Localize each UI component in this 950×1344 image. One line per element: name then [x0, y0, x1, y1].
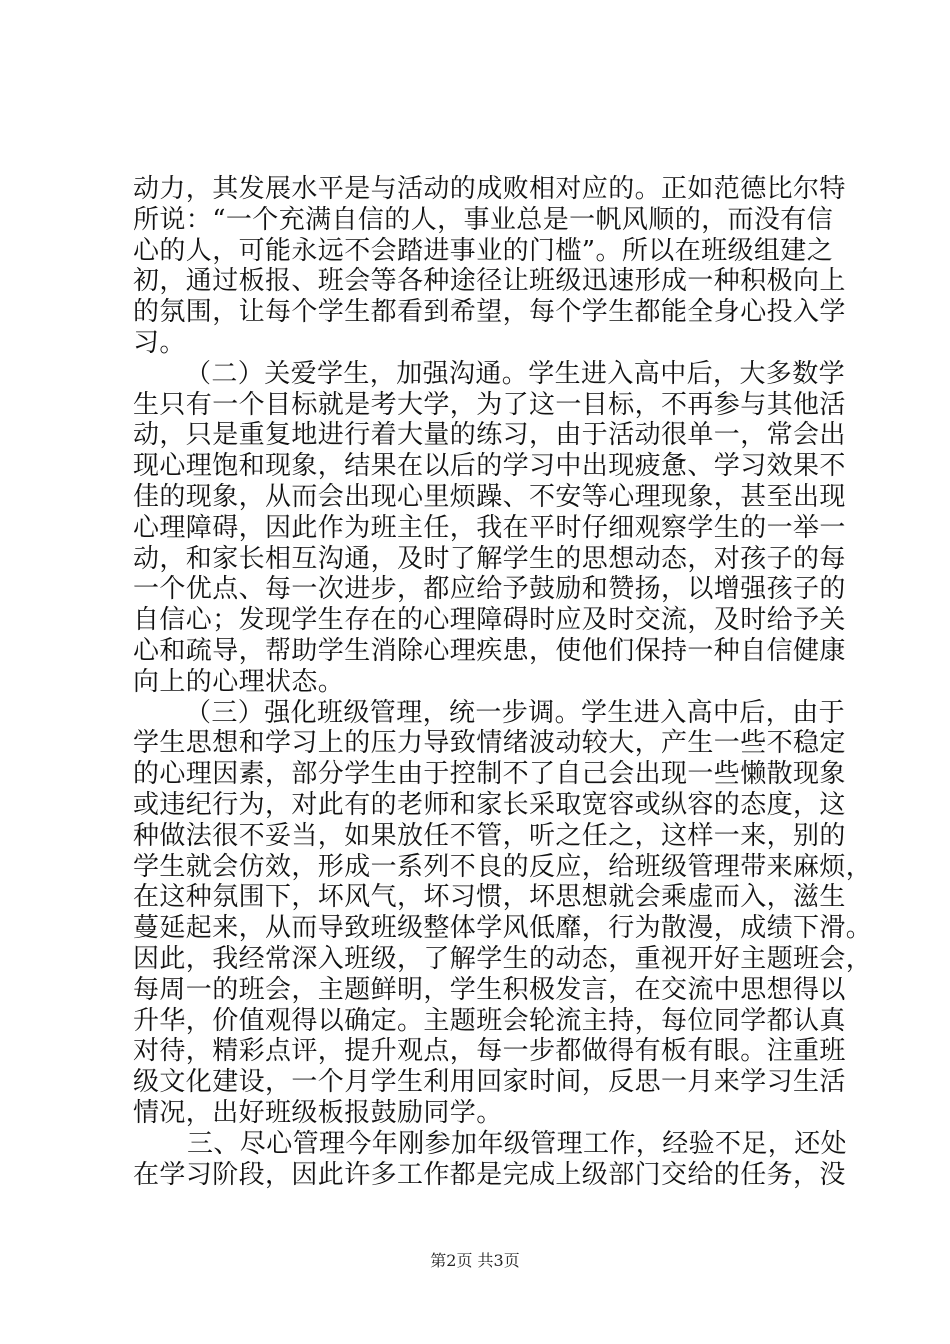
page-number-footer: 第2页 共3页 — [430, 1251, 520, 1270]
text-line: 级文化建设，一个月学生利用回家时间，反思一月来学习生活 — [133, 1067, 846, 1098]
text-line: 动力，其发展水平是与活动的成败相对应的。正如范德比尔特 — [133, 174, 846, 204]
paragraph-heading-2: （二）关爱学生，加强沟通。学生进入高中后，大多数学 — [185, 358, 846, 389]
text-line: 或违纪行为，对此有的老师和家长采取宽容或纵容的态度，这 — [133, 789, 846, 820]
text-line: 初，通过板报、班会等各种途径让班级迅速形成一种积极向上 — [133, 266, 846, 297]
text-line: 习。 — [133, 327, 186, 358]
text-line: 心理障碍，因此作为班主任，我在平时仔细观察学生的一举一 — [133, 512, 846, 543]
text-line: 蔓延起来，从而导致班级整体学风低靡，行为散漫，成绩下滑。 — [133, 913, 873, 944]
text-line: 的氛围，让每个学生都看到希望，每个学生都能全身心投入学 — [133, 297, 846, 328]
text-line: 因此，我经常深入班级，了解学生的动态，重视开好主题班会， — [133, 943, 873, 974]
text-line: 心的人，可能永远不会踏进事业的门槛”。所以在班级组建之 — [133, 235, 834, 266]
text-line: 情况，出好班级板报鼓励同学。 — [133, 1097, 503, 1128]
text-line: 种做法很不妥当，如果放任不管，听之任之，这样一来，别的 — [133, 820, 846, 851]
text-line: 自信心；发现学生存在的心理障碍时应及时交流，及时给予关 — [133, 605, 846, 636]
text-line: 每周一的班会，主题鲜明，学生积极发言，在交流中思想得以 — [133, 974, 846, 1005]
text-line: 一个优点、每一次进步，都应给予鼓励和赞扬，以增强孩子的 — [133, 574, 846, 605]
text-line: 心和疏导，帮助学生消除心理疾患，使他们保持一种自信健康 — [133, 635, 846, 666]
text-line: 升华，价值观得以确定。主题班会轮流主持，每位同学都认真 — [133, 1005, 846, 1036]
text-line: 在这种氛围下，坏风气，坏习惯，坏思想就会乘虚而入，滋生 — [133, 882, 846, 913]
text-line: 佳的现象，从而会出现心里烦躁、不安等心理现象，甚至出现 — [133, 481, 846, 512]
text-line: 现心理饱和现象，结果在以后的学习中出现疲惫、学习效果不 — [133, 451, 846, 482]
text-line: 学生思想和学习上的压力导致情绪波动较大，产生一些不稳定 — [133, 728, 846, 759]
text-line: 所说：“一个充满自信的人，事业总是一帆风顺的，而没有信 — [133, 204, 834, 235]
section-heading-3: 三、尽心管理今年刚参加年级管理工作，经验不足，还处 — [187, 1128, 848, 1159]
text-line: 生只有一个目标就是考大学，为了这一目标，不再参与其他活 — [133, 389, 846, 420]
text-line: 对待，精彩点评，提升观点，每一步都做得有板有眼。注重班 — [133, 1036, 846, 1067]
body-text — [133, 174, 873, 1190]
text-line: 在学习阶段，因此许多工作都是完成上级部门交给的任务，没 — [133, 1159, 846, 1190]
text-line: 学生就会仿效，形成一系列不良的反应，给班级管理带来麻烦， — [133, 851, 873, 882]
paragraph-heading-3: （三）强化班级管理，统一步调。学生进入高中后，由于 — [185, 697, 846, 728]
text-line: 动，和家长相互沟通，及时了解学生的思想动态，对孩子的每 — [133, 543, 846, 574]
text-line: 的心理因素，部分学生由于控制不了自己会出现一些懒散现象 — [133, 759, 846, 790]
text-line: 向上的心理状态。 — [133, 666, 345, 697]
text-line: 动，只是重复地进行着大量的练习，由于活动很单一，常会出 — [133, 420, 846, 451]
